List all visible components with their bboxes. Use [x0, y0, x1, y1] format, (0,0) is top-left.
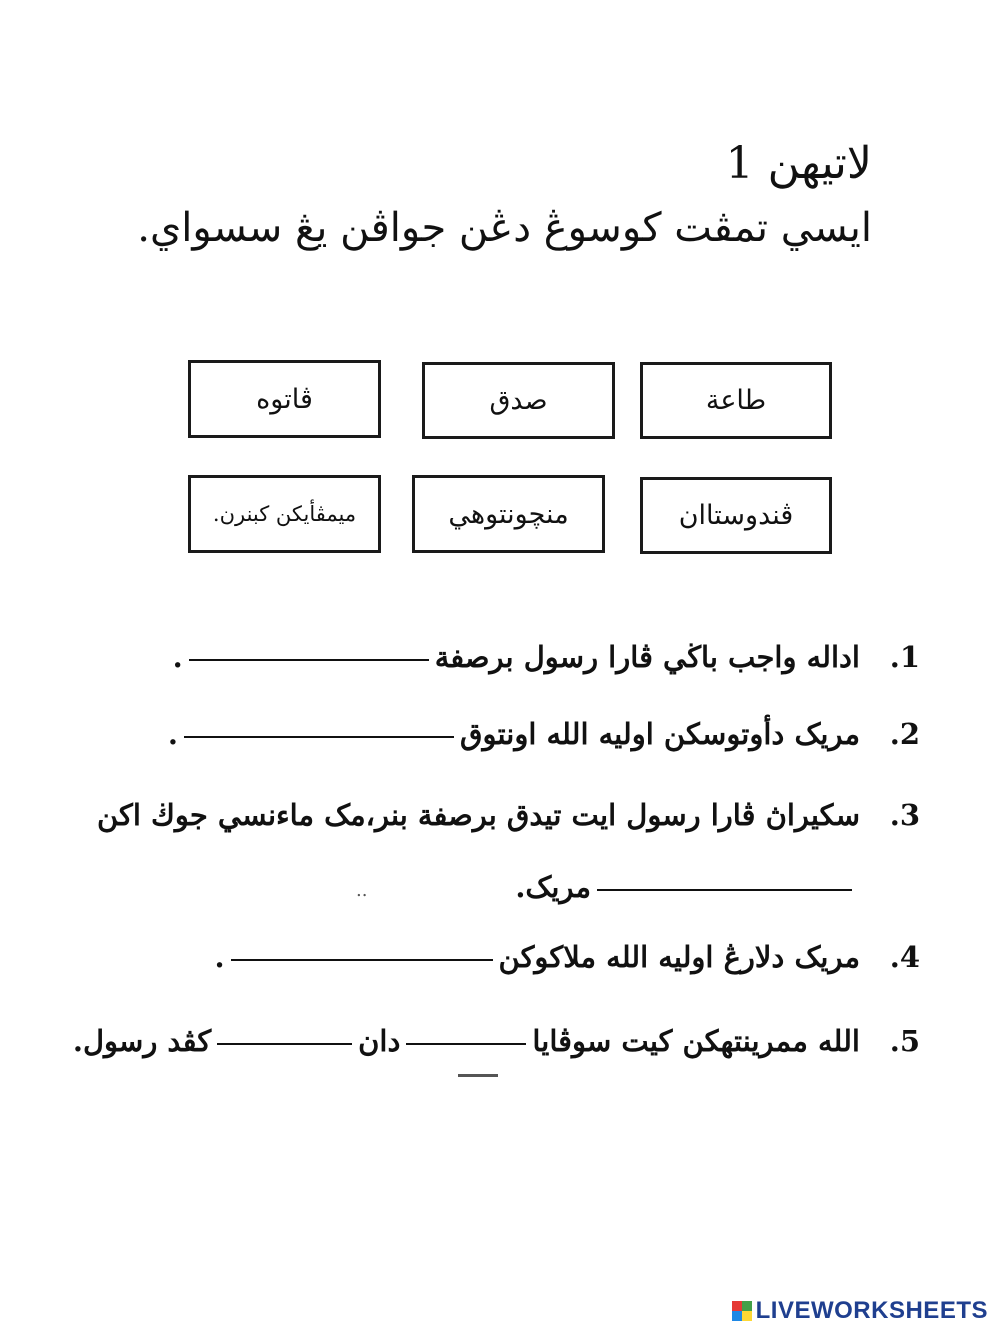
question-3-line-2 [515, 870, 852, 904]
question-end: مريک. [515, 870, 591, 904]
word-box-5: منچونتوهي [412, 475, 605, 553]
word-box-4: ڤندوستاان [640, 477, 832, 554]
logo-square [732, 1311, 742, 1321]
question-text: سكيراڽ ڤارا رسول ايت تيدق برصفة بنر،مک ماءنسي جوڬ اكن [96, 798, 860, 832]
scan-mark [458, 1074, 498, 1077]
question-text: مريک دأوتوسكن اوليه الله اونتوق [460, 717, 860, 751]
liveworksheets-logo[interactable] [732, 1297, 988, 1325]
question-end: . [214, 940, 225, 974]
word-box-2: صدق [422, 362, 615, 439]
answer-blank[interactable] [184, 735, 454, 738]
logo-square [742, 1301, 752, 1311]
question-end: كڤد رسول. [72, 1024, 212, 1058]
exercise-instruction: ايسي تمڤت كوسوڠ دڠن جواڤن يڠ سسواي. [137, 205, 872, 251]
question-4 [214, 940, 920, 974]
question-number: 3. [889, 798, 920, 832]
question-5 [73, 1024, 920, 1058]
question-number: 5. [889, 1024, 920, 1058]
brand-grid-icon [732, 1301, 752, 1321]
question-mid: دان [358, 1024, 401, 1058]
answer-blank[interactable] [597, 888, 852, 891]
question-end: . [172, 640, 183, 674]
word-box-1: طاعة [640, 362, 832, 439]
question-3 [97, 798, 920, 832]
logo-square [742, 1311, 752, 1321]
exercise-title: لاتيهن 1 [725, 138, 872, 189]
question-number: 2. [889, 717, 920, 751]
question-number: 1. [889, 640, 920, 674]
question-text: اداله واجب باڬي ڤارا رسول برصفة [434, 640, 860, 674]
question-end: . [167, 717, 179, 751]
scan-dots: .. [356, 880, 368, 901]
question-1 [173, 640, 920, 674]
answer-blank[interactable] [231, 958, 493, 961]
question-number: 4. [889, 940, 920, 974]
question-text: مريک دلارڠ اوليه الله ملاكوكن [498, 940, 860, 974]
answer-blank[interactable] [217, 1042, 352, 1045]
answer-blank[interactable] [189, 658, 429, 661]
question-text: الله ممرينتهكن كيت سوڤايا [532, 1024, 860, 1058]
logo-square [732, 1301, 742, 1311]
answer-blank[interactable] [406, 1042, 526, 1045]
brand-name: LIVEWORKSHEETS [755, 1297, 988, 1324]
question-2 [168, 717, 920, 751]
word-box-6: ميمڤأيكن كبنرن. [188, 475, 381, 553]
word-box-3: ڤاتوه [188, 360, 381, 438]
